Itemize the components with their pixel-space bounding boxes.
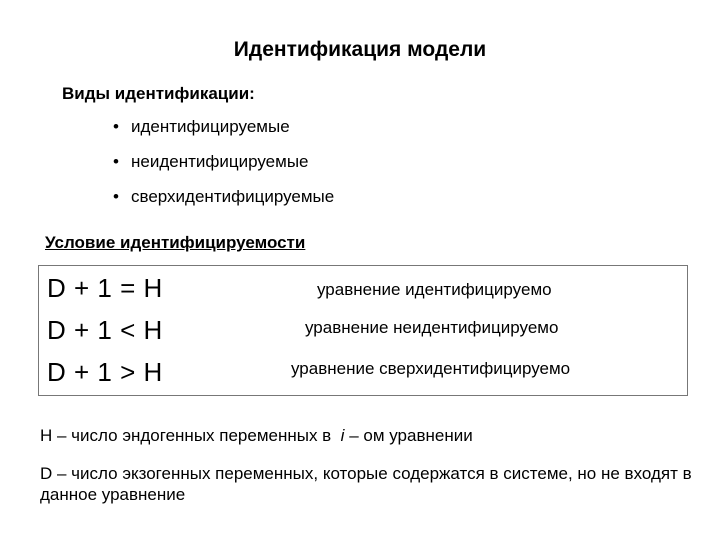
identifiability-condition-heading: Условие идентифицируемости: [45, 233, 306, 252]
bullet-icon: •: [113, 152, 119, 171]
h-definition-prefix: H – число эндогенных переменных в: [40, 426, 332, 445]
list-item-label: идентифицируемые: [131, 117, 290, 136]
formula-row-2: D + 1 < H: [47, 315, 163, 345]
description-row-2: уравнение неидентифицируемо: [305, 318, 559, 337]
list-item: [113, 152, 309, 172]
list-item: [113, 187, 334, 207]
bullet-icon: •: [113, 187, 119, 206]
d-definition: D – число экзогенных переменных, которые содержатся в системе, но не входят в данное уравнение: [40, 464, 692, 504]
h-definition: [40, 426, 473, 446]
identification-types-heading: Виды идентификации:: [62, 84, 255, 103]
h-definition-suffix: – ом уравнении: [349, 426, 473, 445]
formula-row-1: D + 1 = H: [47, 273, 163, 303]
condition-table: [38, 265, 688, 396]
h-definition-index: i: [340, 426, 345, 445]
bullet-icon: •: [113, 117, 119, 136]
description-row-1: уравнение идентифицируемо: [317, 280, 552, 299]
description-row-3: уравнение сверхидентифицируемо: [291, 359, 571, 378]
list-item-label: сверхидентифицируемые: [131, 187, 335, 206]
list-item: [113, 117, 290, 137]
formula-cell: [39, 266, 215, 396]
description-cell: [214, 266, 688, 396]
page-title: Идентификация модели: [233, 38, 487, 61]
list-item-label: неидентифицируемые: [131, 152, 309, 171]
formula-row-3: D + 1 > H: [47, 357, 163, 387]
